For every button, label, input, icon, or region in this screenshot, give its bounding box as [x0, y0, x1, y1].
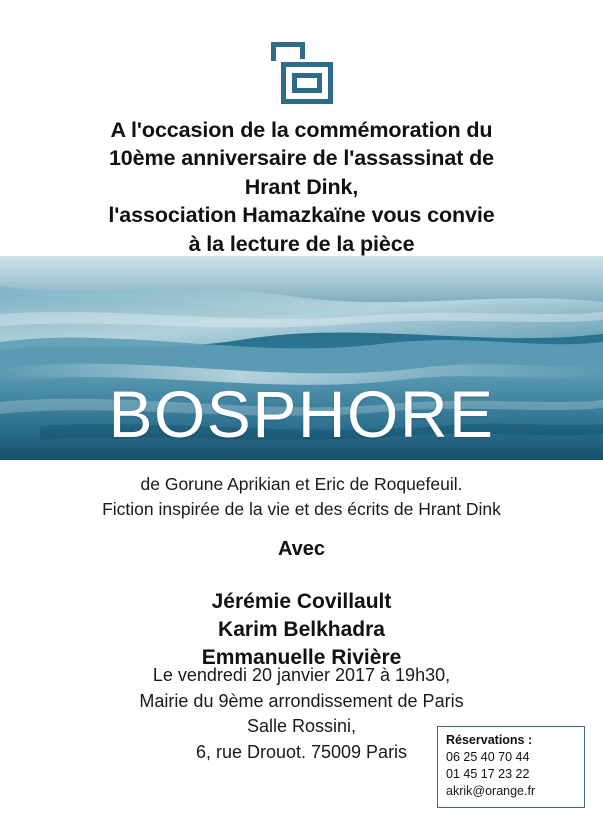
reservations-box [437, 726, 585, 809]
credits-line-2: Fiction inspirée de la vie et des écrits de Hrant Dink [102, 498, 501, 519]
event-date-line: Le vendredi 20 janvier 2017 à 19h30, [152, 665, 451, 685]
poster-title: BOSPHORE [108, 377, 495, 451]
event-venue-line: Mairie du 9ème arrondissement de Paris [139, 690, 464, 711]
header-line-5: à la lecture de la pièce [188, 231, 415, 256]
logo-container [0, 38, 603, 108]
cast-member: Emmanuelle Rivière [201, 646, 402, 670]
reservations-phone-1[interactable]: 06 25 40 70 44 [446, 750, 530, 765]
header-line-2: 10ème anniversaire de l'assassinat de [108, 146, 495, 171]
reservations-phone-2[interactable]: 01 45 17 23 22 [446, 767, 530, 782]
header-line-3: Hrant Dink, [244, 174, 359, 199]
hamazkaine-logo-icon [269, 40, 335, 106]
cast-member: Karim Belkhadra [218, 618, 385, 642]
cast-member: Jérémie Covillault [211, 590, 392, 613]
reservations-email[interactable]: akrik@orange.fr [446, 784, 536, 799]
event-room-line: Salle Rossini, [246, 716, 357, 737]
avec-label: Avec [277, 538, 326, 560]
header-line-1: A l'occasion de la commémoration du [110, 118, 493, 142]
header-line-4: l'association Hamazkaïne vous convie [108, 203, 495, 228]
reservations-title: Réservations : [446, 732, 533, 747]
credits-text [0, 472, 603, 521]
header-text [0, 116, 603, 258]
credits-line-1: de Gorune Aprikian et Eric de Roquefeuil. [140, 474, 463, 494]
cast-list [0, 588, 603, 672]
event-address-line: 6, rue Drouot. 75009 Paris [195, 741, 408, 762]
